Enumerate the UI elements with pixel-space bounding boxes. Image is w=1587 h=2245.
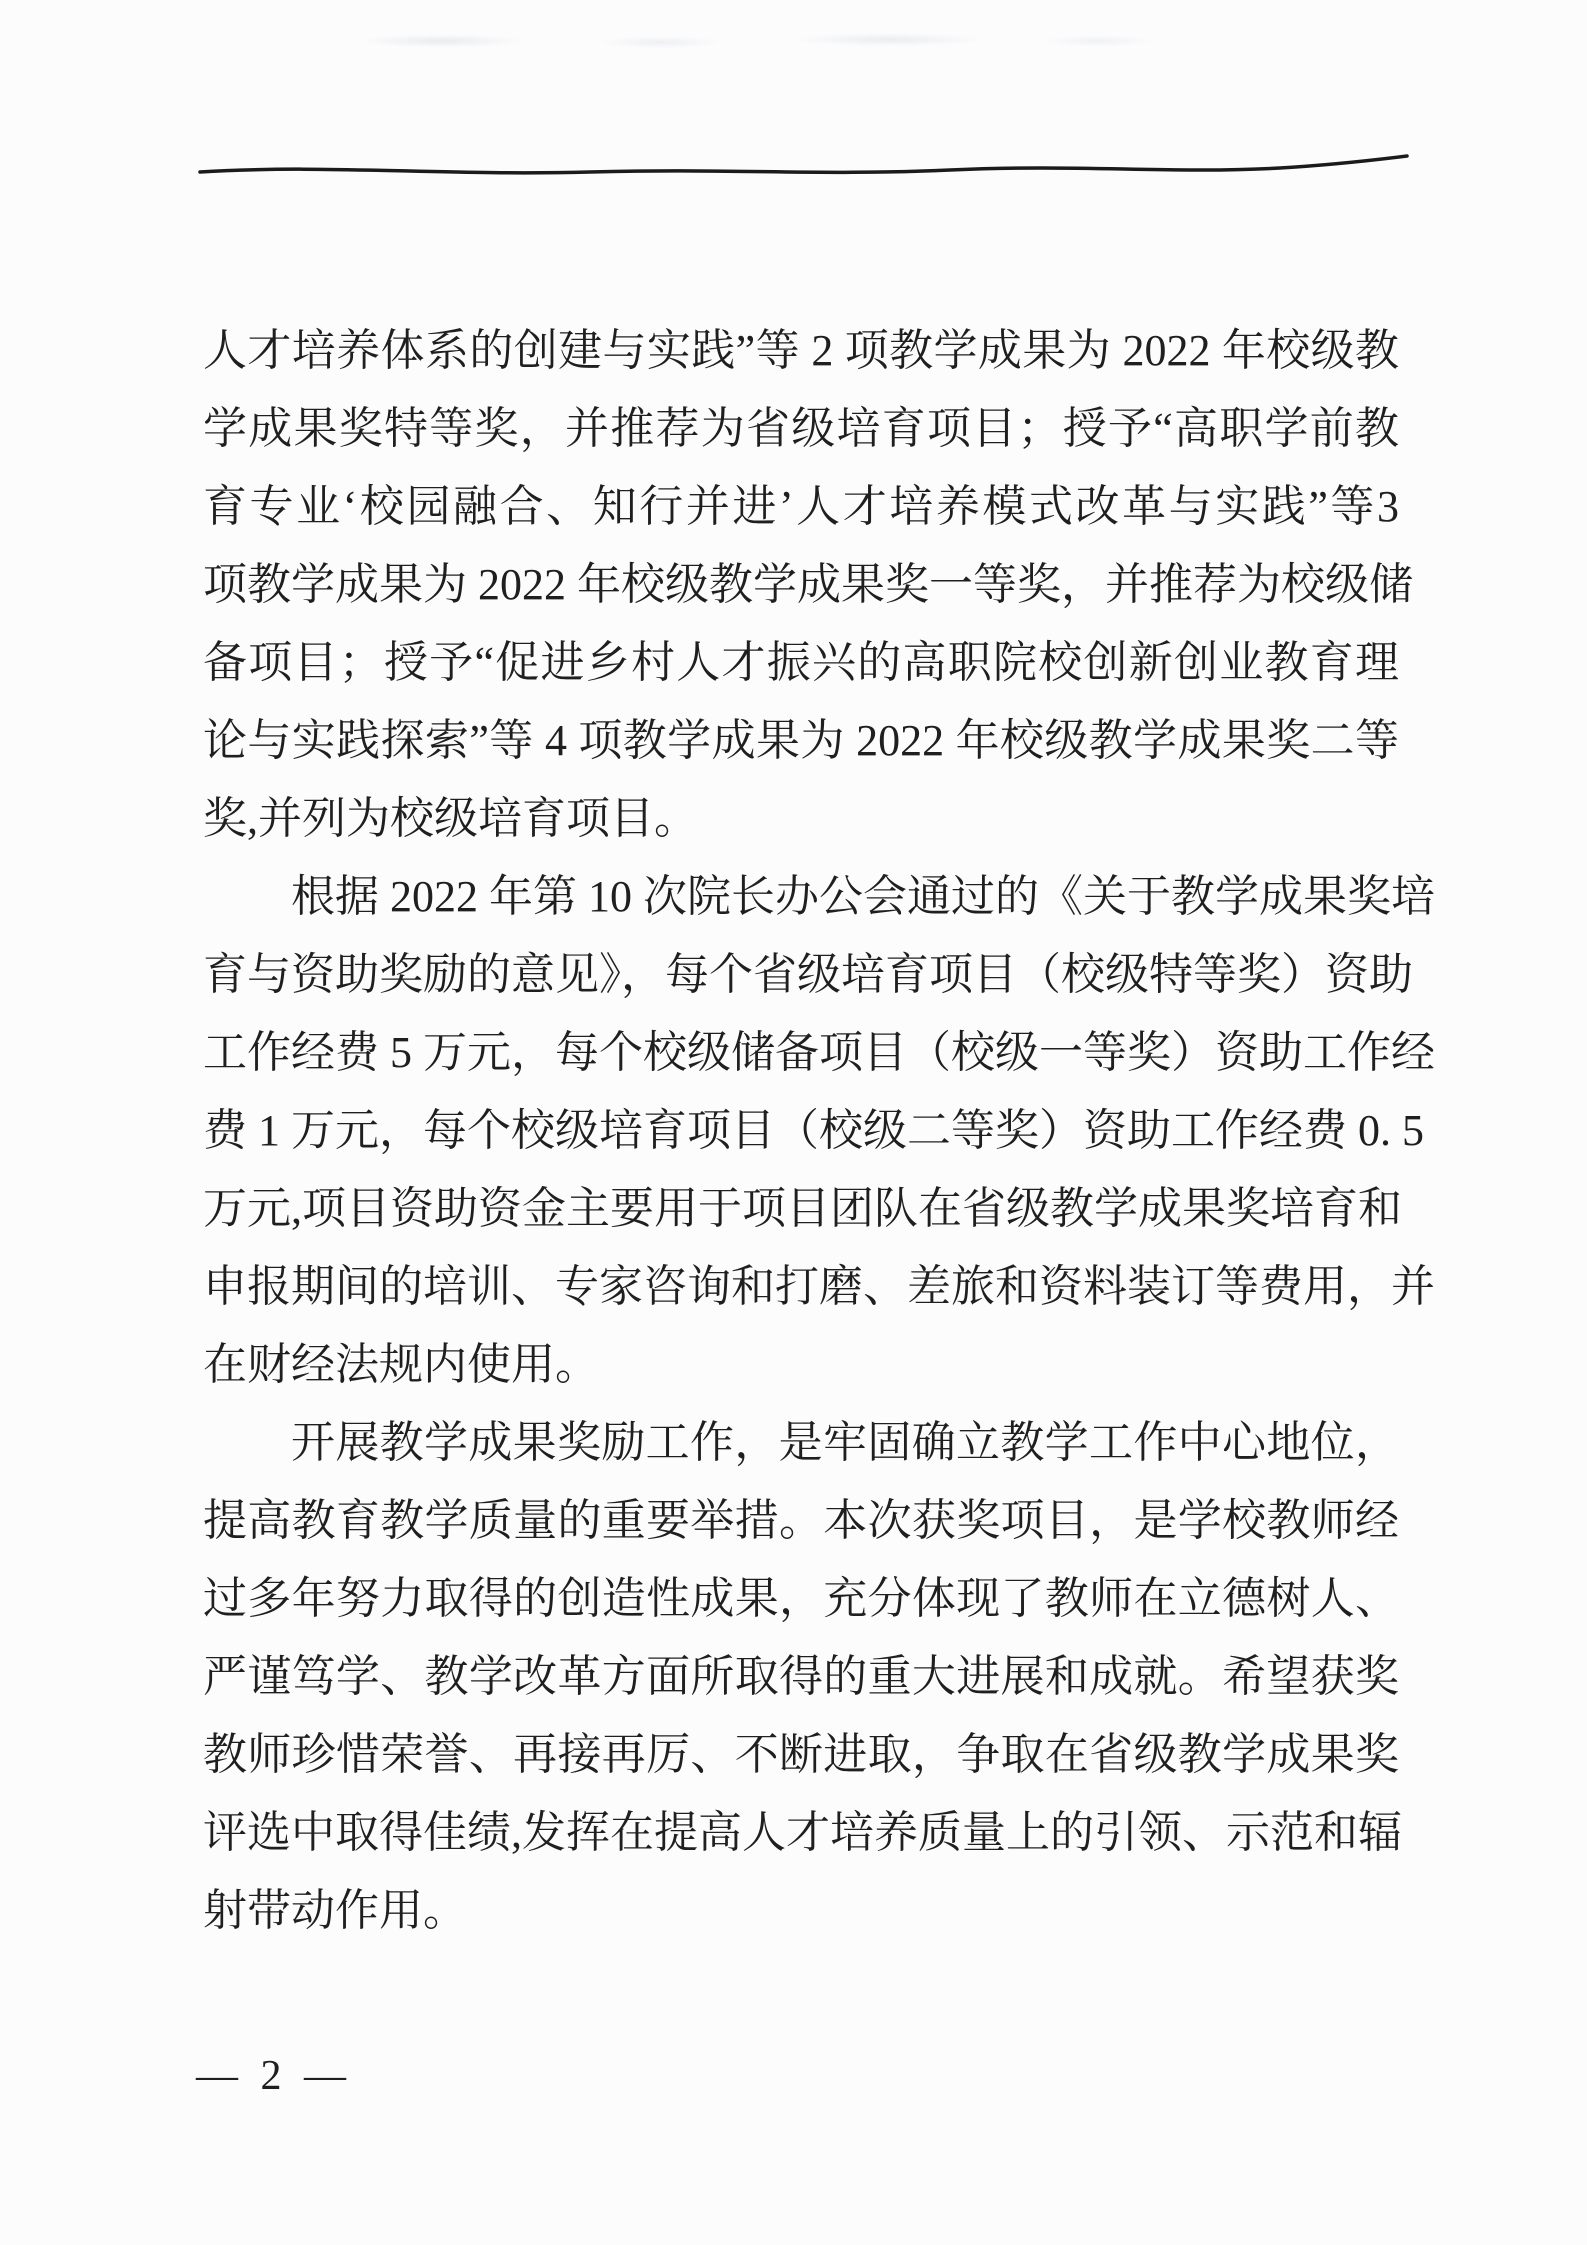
text-line: 人才培养体系的创建与实践”等 2 项教学成果为 2022 年校级教 [203, 326, 1399, 375]
page-number: — 2 — [196, 2053, 352, 2099]
text-line: 费 1 万元，每个校级培育项目（校级二等奖）资助工作经费 0. 5 [203, 1106, 1424, 1155]
text-line: 在财经法规内使用。 [203, 1340, 599, 1389]
text-line: 严谨笃学、教学改革方面所取得的重大进展和成就。希望获奖 [203, 1652, 1399, 1701]
document-body [203, 312, 1435, 1950]
text-line: 育专业‘校园融合、知行并进’人才培养模式改革与实践”等3 [203, 482, 1399, 531]
text-line: 过多年努力取得的创造性成果，充分体现了教师在立德树人、 [203, 1574, 1399, 1623]
text-line: 根据 2022 年第 10 次院长办公会通过的《关于教学成果奖培 [291, 872, 1435, 921]
text-line: 论与实践探索”等 4 项教学成果为 2022 年校级教学成果奖二等 [203, 716, 1399, 765]
text-line: 提高教育教学质量的重要举措。本次获奖项目，是学校教师经 [203, 1496, 1399, 1545]
text-line: 评选中取得佳绩,发挥在提高人才培养质量上的引领、示范和辐 [203, 1808, 1402, 1857]
text-line: 申报期间的培训、专家咨询和打磨、差旅和资料装订等费用，并 [203, 1262, 1435, 1311]
text-line: 教师珍惜荣誉、再接再厉、不断进取，争取在省级教学成果奖 [203, 1730, 1399, 1779]
text-line: 工作经费 5 万元，每个校级储备项目（校级一等奖）资助工作经 [203, 1028, 1435, 1077]
text-line: 项教学成果为 2022 年校级教学成果奖一等奖，并推荐为校级储 [203, 560, 1413, 609]
text-line: 学成果奖特等奖，并推荐为省级培育项目；授予“高职学前教 [203, 404, 1399, 453]
text-line: 备项目；授予“促进乡村人才振兴的高职院校创新创业教育理 [203, 638, 1399, 687]
scan-bleedthrough-artifact [300, 28, 1250, 54]
text-line: 射带动作用。 [203, 1886, 467, 1935]
header-rule [0, 148, 1587, 192]
text-line: 万元,项目资助资金主要用于项目团队在省级教学成果奖培育和 [203, 1184, 1402, 1233]
text-line: 育与资助奖励的意见》，每个省级培育项目（校级特等奖）资助 [203, 950, 1413, 999]
text-line: 奖,并列为校级培育项目。 [203, 794, 698, 843]
text-line: 开展教学成果奖励工作，是牢固确立教学工作中心地位， [291, 1418, 1399, 1467]
